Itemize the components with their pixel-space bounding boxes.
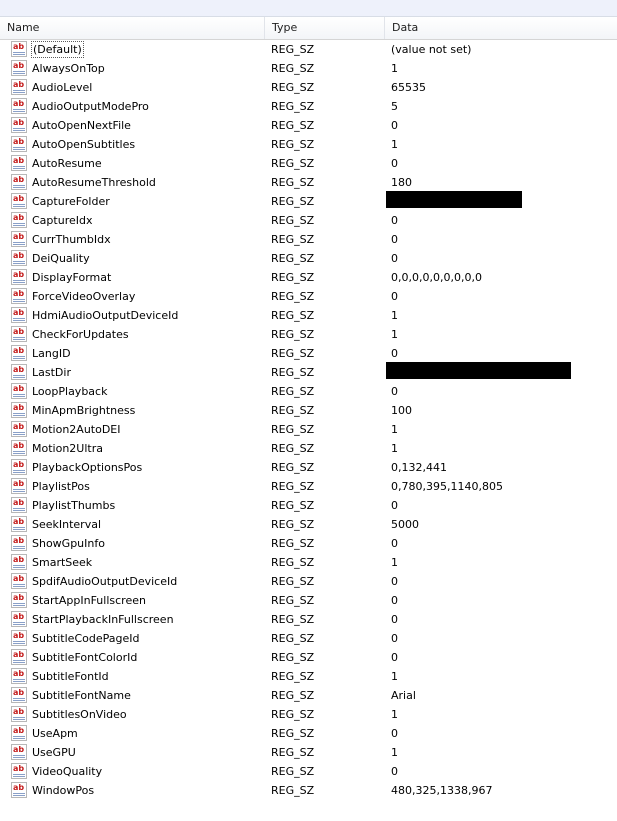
string-value-icon: ab xyxy=(11,250,27,266)
value-type: REG_SZ xyxy=(271,575,315,588)
string-value-icon: ab xyxy=(11,554,27,570)
value-data: 0,132,441 xyxy=(391,461,447,474)
value-data: Arial xyxy=(391,689,416,702)
registry-value-row-loop-playback[interactable] xyxy=(0,382,617,401)
registry-value-row-playlist-thumbs[interactable] xyxy=(0,496,617,515)
value-data: 1 xyxy=(391,442,398,455)
value-type: REG_SZ xyxy=(271,556,315,569)
value-data: 1 xyxy=(391,708,398,721)
value-name: WindowPos xyxy=(32,784,95,797)
value-name: (Default) xyxy=(33,43,82,56)
value-name: CaptureIdx xyxy=(32,214,93,227)
value-data: 0 xyxy=(391,765,398,778)
registry-value-row-min-apm-brightness[interactable] xyxy=(0,401,617,420)
value-name: AutoResume xyxy=(32,157,102,170)
string-value-icon: ab xyxy=(11,402,27,418)
string-value-icon: ab xyxy=(11,706,27,722)
value-type: REG_SZ xyxy=(271,309,315,322)
value-type: REG_SZ xyxy=(271,613,315,626)
value-type: REG_SZ xyxy=(271,271,315,284)
string-value-icon: ab xyxy=(11,763,27,779)
registry-value-row-capture-idx[interactable] xyxy=(0,211,617,230)
string-value-icon: ab xyxy=(11,782,27,798)
value-type: REG_SZ xyxy=(271,347,315,360)
string-value-icon: ab xyxy=(11,630,27,646)
registry-value-row-subtitle-code-page-id[interactable] xyxy=(0,629,617,648)
registry-value-row-default[interactable] xyxy=(0,40,617,59)
registry-value-row-video-quality[interactable] xyxy=(0,762,617,781)
value-data: 1 xyxy=(391,746,398,759)
value-name: PlaylistThumbs xyxy=(32,499,116,512)
registry-value-row-lang-id[interactable] xyxy=(0,344,617,363)
value-data: 0 xyxy=(391,157,398,170)
registry-value-row-auto-resume[interactable] xyxy=(0,154,617,173)
string-value-icon: ab xyxy=(11,288,27,304)
registry-value-row-start-app-in-fullscreen[interactable] xyxy=(0,591,617,610)
value-type: REG_SZ xyxy=(271,214,315,227)
value-type: REG_SZ xyxy=(271,708,315,721)
value-type: REG_SZ xyxy=(271,537,315,550)
value-type: REG_SZ xyxy=(271,119,315,132)
value-type: REG_SZ xyxy=(271,138,315,151)
string-value-icon: ab xyxy=(11,345,27,361)
string-value-icon: ab xyxy=(11,687,27,703)
value-data: 0 xyxy=(391,499,398,512)
value-type: REG_SZ xyxy=(271,404,315,417)
value-name: SmartSeek xyxy=(32,556,93,569)
registry-value-row-spdif-audio-output-device-id[interactable] xyxy=(0,572,617,591)
string-value-icon: ab xyxy=(11,41,27,57)
registry-value-row-playlist-pos[interactable] xyxy=(0,477,617,496)
value-type: REG_SZ xyxy=(271,62,315,75)
value-name: SubtitleCodePageId xyxy=(32,632,140,645)
value-data: 0,0,0,0,0,0,0,0,0 xyxy=(391,271,482,284)
value-name: SpdifAudioOutputDeviceId xyxy=(32,575,178,588)
value-data: 0 xyxy=(391,214,398,227)
value-name: Motion2AutoDEI xyxy=(32,423,121,436)
value-name: AutoOpenNextFile xyxy=(32,119,131,132)
value-type: REG_SZ xyxy=(271,423,315,436)
value-data: 0 xyxy=(391,651,398,664)
registry-value-row-subtitle-font-id[interactable] xyxy=(0,667,617,686)
value-name: DisplayFormat xyxy=(32,271,112,284)
string-value-icon: ab xyxy=(11,60,27,76)
value-type: REG_SZ xyxy=(271,765,315,778)
string-value-icon: ab xyxy=(11,155,27,171)
value-name: Motion2Ultra xyxy=(32,442,103,455)
column-header-type[interactable]: Type xyxy=(265,17,385,39)
value-data: 1 xyxy=(391,670,398,683)
redaction-bar-last-dir xyxy=(386,362,571,379)
value-data: (value not set) xyxy=(391,43,472,56)
value-data: 0 xyxy=(391,632,398,645)
value-name: LangID xyxy=(32,347,71,360)
value-type: REG_SZ xyxy=(271,233,315,246)
value-type: REG_SZ xyxy=(271,670,315,683)
registry-value-row-dei-quality[interactable] xyxy=(0,249,617,268)
registry-value-row-force-video-overlay[interactable] xyxy=(0,287,617,306)
value-data: 5000 xyxy=(391,518,419,531)
value-type: REG_SZ xyxy=(271,366,315,379)
value-name: DeiQuality xyxy=(32,252,90,265)
registry-values-list xyxy=(0,40,617,800)
string-value-icon: ab xyxy=(11,649,27,665)
value-type: REG_SZ xyxy=(271,252,315,265)
registry-value-row-playback-options-pos[interactable] xyxy=(0,458,617,477)
value-name: SeekInterval xyxy=(32,518,102,531)
registry-value-row-motion2-auto-dei[interactable] xyxy=(0,420,617,439)
value-type: REG_SZ xyxy=(271,689,315,702)
string-value-icon: ab xyxy=(11,744,27,760)
value-data: 1 xyxy=(391,138,398,151)
registry-value-row-subtitles-on-video[interactable] xyxy=(0,705,617,724)
value-name: UseGPU xyxy=(32,746,76,759)
value-data: 0 xyxy=(391,347,398,360)
value-data: 1 xyxy=(391,62,398,75)
registry-value-row-capture-folder[interactable] xyxy=(0,192,617,211)
value-name: StartPlaybackInFullscreen xyxy=(32,613,174,626)
value-name: UseApm xyxy=(32,727,78,740)
registry-value-row-auto-open-next-file[interactable] xyxy=(0,116,617,135)
value-type: REG_SZ xyxy=(271,518,315,531)
value-data: 0 xyxy=(391,290,398,303)
string-value-icon: ab xyxy=(11,174,27,190)
value-data: 0 xyxy=(391,252,398,265)
value-data: 0 xyxy=(391,385,398,398)
value-type: REG_SZ xyxy=(271,499,315,512)
value-type: REG_SZ xyxy=(271,480,315,493)
value-data: 0 xyxy=(391,594,398,607)
registry-value-row-audio-output-mode-pro[interactable] xyxy=(0,97,617,116)
string-value-icon: ab xyxy=(11,725,27,741)
value-name: LastDir xyxy=(32,366,71,379)
string-value-icon: ab xyxy=(11,269,27,285)
registry-value-row-motion2-ultra[interactable] xyxy=(0,439,617,458)
string-value-icon: ab xyxy=(11,421,27,437)
value-name: MinApmBrightness xyxy=(32,404,136,417)
value-name: PlaylistPos xyxy=(32,480,90,493)
value-type: REG_SZ xyxy=(271,461,315,474)
value-type: REG_SZ xyxy=(271,442,315,455)
registry-value-row-curr-thumb-idx[interactable] xyxy=(0,230,617,249)
string-value-icon: ab xyxy=(11,326,27,342)
string-value-icon: ab xyxy=(11,364,27,380)
value-name: ShowGpuInfo xyxy=(32,537,105,550)
value-name: AudioOutputModePro xyxy=(32,100,149,113)
registry-value-row-use-gpu[interactable] xyxy=(0,743,617,762)
value-name: StartAppInFullscreen xyxy=(32,594,146,607)
registry-value-row-display-format[interactable] xyxy=(0,268,617,287)
value-name: VideoQuality xyxy=(32,765,103,778)
registry-value-row-use-apm[interactable] xyxy=(0,724,617,743)
value-name: AutoResumeThreshold xyxy=(32,176,156,189)
value-name: CaptureFolder xyxy=(32,195,110,208)
column-header-name[interactable]: Name xyxy=(0,17,265,39)
string-value-icon: ab xyxy=(11,668,27,684)
value-data: 0 xyxy=(391,119,398,132)
value-name: HdmiAudioOutputDeviceId xyxy=(32,309,179,322)
value-name: LoopPlayback xyxy=(32,385,108,398)
value-data: 180 xyxy=(391,176,412,189)
registry-value-row-smart-seek[interactable] xyxy=(0,553,617,572)
string-value-icon: ab xyxy=(11,117,27,133)
registry-value-row-always-on-top[interactable] xyxy=(0,59,617,78)
value-data: 1 xyxy=(391,328,398,341)
value-type: REG_SZ xyxy=(271,176,315,189)
value-name: AutoOpenSubtitles xyxy=(32,138,136,151)
string-value-icon: ab xyxy=(11,611,27,627)
value-data: 0,780,395,1140,805 xyxy=(391,480,503,493)
value-data: 0 xyxy=(391,537,398,550)
value-type: REG_SZ xyxy=(271,100,315,113)
value-type: REG_SZ xyxy=(271,385,315,398)
registry-value-row-start-playback-in-fullscreen[interactable] xyxy=(0,610,617,629)
value-type: REG_SZ xyxy=(271,157,315,170)
string-value-icon: ab xyxy=(11,478,27,494)
value-data: 1 xyxy=(391,556,398,569)
string-value-icon: ab xyxy=(11,459,27,475)
registry-value-row-audio-level[interactable] xyxy=(0,78,617,97)
string-value-icon: ab xyxy=(11,592,27,608)
value-name: PlaybackOptionsPos xyxy=(32,461,143,474)
value-data: 65535 xyxy=(391,81,426,94)
registry-value-row-subtitle-font-name[interactable] xyxy=(0,686,617,705)
value-name: AudioLevel xyxy=(32,81,93,94)
string-value-icon: ab xyxy=(11,440,27,456)
string-value-icon: ab xyxy=(11,231,27,247)
value-type: REG_SZ xyxy=(271,632,315,645)
value-type: REG_SZ xyxy=(271,290,315,303)
value-name: SubtitleFontColorId xyxy=(32,651,138,664)
string-value-icon: ab xyxy=(11,383,27,399)
value-data: 1 xyxy=(391,423,398,436)
value-name: CheckForUpdates xyxy=(32,328,129,341)
value-data: 480,325,1338,967 xyxy=(391,784,493,797)
registry-value-row-auto-open-subtitles[interactable] xyxy=(0,135,617,154)
value-data: 5 xyxy=(391,100,398,113)
registry-value-row-seek-interval[interactable] xyxy=(0,515,617,534)
string-value-icon: ab xyxy=(11,79,27,95)
value-data: 0 xyxy=(391,613,398,626)
value-type: REG_SZ xyxy=(271,43,315,56)
string-value-icon: ab xyxy=(11,212,27,228)
value-type: REG_SZ xyxy=(271,651,315,664)
value-data: 0 xyxy=(391,575,398,588)
value-name: ForceVideoOverlay xyxy=(32,290,136,303)
string-value-icon: ab xyxy=(11,573,27,589)
value-type: REG_SZ xyxy=(271,594,315,607)
registry-value-row-auto-resume-threshold[interactable] xyxy=(0,173,617,192)
string-value-icon: ab xyxy=(11,497,27,513)
value-name: SubtitleFontId xyxy=(32,670,109,683)
registry-value-row-subtitle-font-color-id[interactable] xyxy=(0,648,617,667)
value-name: CurrThumbIdx xyxy=(32,233,111,246)
list-header xyxy=(0,16,617,40)
registry-value-row-show-gpu-info[interactable] xyxy=(0,534,617,553)
value-data: 0 xyxy=(391,727,398,740)
value-name: SubtitleFontName xyxy=(32,689,131,702)
value-data: 1 xyxy=(391,309,398,322)
string-value-icon: ab xyxy=(11,307,27,323)
value-name: SubtitlesOnVideo xyxy=(32,708,127,721)
string-value-icon: ab xyxy=(11,98,27,114)
registry-value-row-hdmi-audio-output-device-id[interactable] xyxy=(0,306,617,325)
string-value-icon: ab xyxy=(11,136,27,152)
value-data: 100 xyxy=(391,404,412,417)
string-value-icon: ab xyxy=(11,516,27,532)
string-value-icon: ab xyxy=(11,535,27,551)
value-data: 0 xyxy=(391,233,398,246)
value-type: REG_SZ xyxy=(271,727,315,740)
value-name: AlwaysOnTop xyxy=(32,62,105,75)
value-type: REG_SZ xyxy=(271,784,315,797)
value-type: REG_SZ xyxy=(271,81,315,94)
registry-value-row-check-for-updates[interactable] xyxy=(0,325,617,344)
string-value-icon: ab xyxy=(11,193,27,209)
column-header-data[interactable]: Data xyxy=(392,21,419,34)
value-type: REG_SZ xyxy=(271,746,315,759)
value-type: REG_SZ xyxy=(271,328,315,341)
value-type: REG_SZ xyxy=(271,195,315,208)
redaction-bar-capture-folder xyxy=(386,191,522,208)
registry-value-row-window-pos[interactable] xyxy=(0,781,617,800)
top-strip xyxy=(0,0,617,16)
